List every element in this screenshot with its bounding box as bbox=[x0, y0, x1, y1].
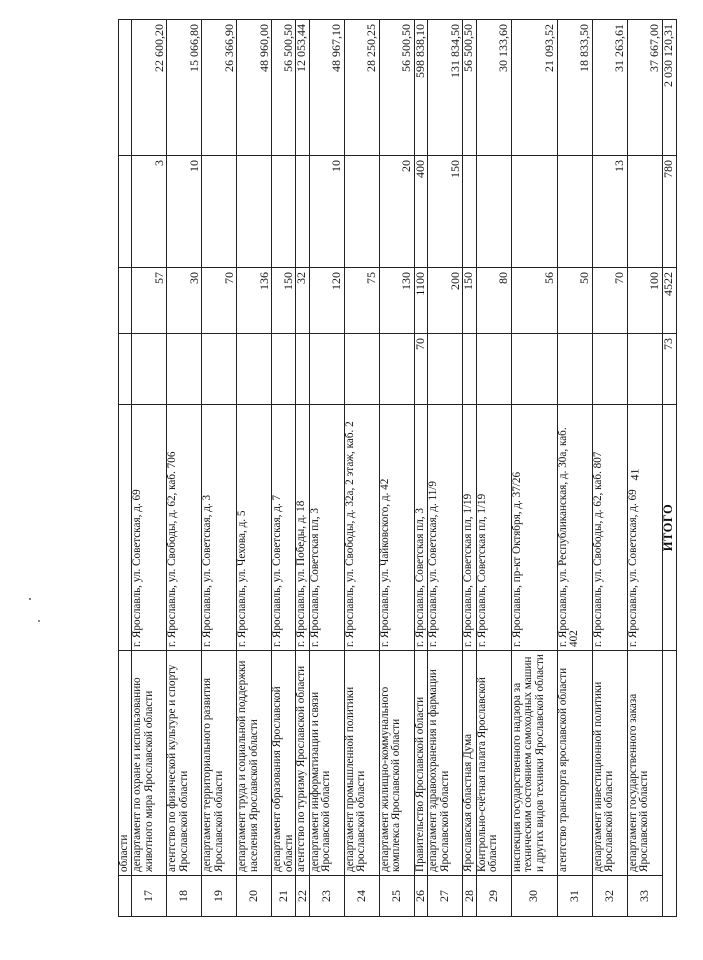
count-3-cell: 10 bbox=[309, 156, 344, 268]
org-name-cell: Контрольно-счётная палата Ярославской области bbox=[476, 651, 511, 876]
table-row bbox=[428, 20, 463, 917]
count-2-cell: 150 bbox=[463, 268, 477, 334]
org-name-cell: департамент образования Ярославской области bbox=[272, 651, 296, 876]
org-address-cell: г. Ярославль, ул. Победы, д. 18 bbox=[296, 405, 310, 651]
amount-cell: 30 133,60 bbox=[476, 20, 511, 156]
org-address-cell: г. Ярославль, ул. Свободы, д. 62, каб. 807 bbox=[592, 405, 627, 651]
amount-cell: 31 263,61 bbox=[592, 20, 627, 156]
org-name-cell: департамент здравоохранения и фармации Ярославской области bbox=[428, 651, 463, 876]
table-body bbox=[119, 20, 677, 917]
count-1-cell bbox=[476, 334, 511, 405]
count-1-cell bbox=[296, 334, 310, 405]
row-number-cell: 18 bbox=[167, 876, 202, 917]
count-2-cell: 1100 bbox=[414, 268, 428, 334]
row-number-cell: 27 bbox=[428, 876, 463, 917]
count-3-cell bbox=[344, 156, 379, 268]
count-1-cell bbox=[272, 334, 296, 405]
count-2-cell: 75 bbox=[344, 268, 379, 334]
org-name-cell: Правительство Ярославской области bbox=[414, 651, 428, 876]
org-address-cell: г. Ярославль, ул. Чайковского, д. 42 bbox=[379, 405, 414, 651]
count-2-cell: 56 bbox=[511, 268, 557, 334]
org-name-cell: агентство по физической культуре и спорту Ярославской области bbox=[167, 651, 202, 876]
table-row bbox=[511, 20, 557, 917]
total-label: ИТОГО bbox=[662, 405, 676, 651]
row-number-cell: 24 bbox=[344, 876, 379, 917]
total-count-3: 780 bbox=[662, 156, 676, 268]
count-1-cell bbox=[167, 334, 202, 405]
count-1-cell bbox=[309, 334, 344, 405]
table-row bbox=[167, 20, 202, 917]
table-row bbox=[344, 20, 379, 917]
count-3-cell bbox=[119, 156, 132, 268]
count-1-cell bbox=[237, 334, 272, 405]
count-3-cell bbox=[476, 156, 511, 268]
org-address-cell: г. Ярославль, ул. Свободы, д. 32а, 2 этаж, каб. 2 bbox=[344, 405, 379, 651]
rotated-table-container bbox=[118, 20, 703, 917]
allocation-table bbox=[118, 19, 677, 917]
count-2-cell: 136 bbox=[237, 268, 272, 334]
count-1-cell bbox=[463, 334, 477, 405]
count-3-cell bbox=[237, 156, 272, 268]
org-address-cell: г. Ярославль, ул. Республиканская, д. 30а, каб. 402 bbox=[557, 405, 592, 651]
row-number-cell: 33 bbox=[627, 876, 662, 917]
table-row bbox=[237, 20, 272, 917]
count-1-cell bbox=[344, 334, 379, 405]
count-2-cell: 100 bbox=[627, 268, 662, 334]
count-1-cell bbox=[379, 334, 414, 405]
amount-cell: 15 066,80 bbox=[167, 20, 202, 156]
scan-speck bbox=[38, 620, 40, 622]
org-name-cell: департамент промышленной политики Ярославской области bbox=[344, 651, 379, 876]
org-address-cell bbox=[119, 405, 132, 651]
table-row bbox=[379, 20, 414, 917]
org-address-cell: г. Ярославль, Советская пл, 1/19 bbox=[463, 405, 477, 651]
org-name-cell: департамент инвестиционной политики Ярославской области bbox=[592, 651, 627, 876]
table-row bbox=[476, 20, 511, 917]
count-3-cell: 10 bbox=[167, 156, 202, 268]
count-3-cell bbox=[627, 156, 662, 268]
total-count-2: 4522 bbox=[662, 268, 676, 334]
org-address-cell: г. Ярославль, ул. Советская, д. 7 bbox=[272, 405, 296, 651]
amount-cell: 598 838,10 bbox=[414, 20, 428, 156]
amount-cell: 21 093,52 bbox=[511, 20, 557, 156]
row-number-cell bbox=[119, 876, 132, 917]
table-row bbox=[119, 20, 132, 917]
count-1-cell bbox=[428, 334, 463, 405]
count-2-cell: 32 bbox=[296, 268, 310, 334]
org-address-cell: г. Ярославль, ул. Свободы, д. 62, каб. 706 bbox=[167, 405, 202, 651]
amount-cell: 28 250,25 bbox=[344, 20, 379, 156]
row-number-cell: 26 bbox=[414, 876, 428, 917]
count-1-cell bbox=[557, 334, 592, 405]
amount-cell bbox=[119, 20, 132, 156]
count-3-cell: 3 bbox=[132, 156, 167, 268]
org-name-cell: агентство транспорта ярославской области bbox=[557, 651, 592, 876]
amount-cell: 48 967,10 bbox=[309, 20, 344, 156]
count-3-cell: 20 bbox=[379, 156, 414, 268]
row-number-cell: 22 bbox=[296, 876, 310, 917]
count-2-cell: 120 bbox=[309, 268, 344, 334]
table-row bbox=[592, 20, 627, 917]
count-1-cell bbox=[202, 334, 237, 405]
amount-cell: 26 366,90 bbox=[202, 20, 237, 156]
count-3-cell: 150 bbox=[428, 156, 463, 268]
count-1-cell bbox=[592, 334, 627, 405]
row-number-cell: 32 bbox=[592, 876, 627, 917]
amount-cell: 37 667,00 bbox=[627, 20, 662, 156]
org-name-cell: департамент по охране и использованию животного мира Ярославской области bbox=[132, 651, 167, 876]
org-name-cell: департамент территориального развития Ярославской области bbox=[202, 651, 237, 876]
table-row bbox=[272, 20, 296, 917]
amount-cell: 22 600,20 bbox=[132, 20, 167, 156]
row-number-cell: 20 bbox=[237, 876, 272, 917]
count-3-cell bbox=[463, 156, 477, 268]
org-address-cell: г. Ярославль, Советская пл, 3 bbox=[414, 405, 428, 651]
row-number-cell: 28 bbox=[463, 876, 477, 917]
org-address-cell: г. Ярославль, пр-кт Октября, д. 37/26 bbox=[511, 405, 557, 651]
org-name-cell: департамент жилищно-коммунального комплекса Ярославской области bbox=[379, 651, 414, 876]
table-row bbox=[202, 20, 237, 917]
count-1-cell bbox=[119, 334, 132, 405]
org-address-cell: г. Ярославль, ул. Советская, д. 69 bbox=[627, 405, 662, 651]
count-1-cell: 70 bbox=[414, 334, 428, 405]
count-2-cell: 130 bbox=[379, 268, 414, 334]
row-number-cell: 19 bbox=[202, 876, 237, 917]
amount-cell: 56 500,50 bbox=[272, 20, 296, 156]
count-3-cell bbox=[296, 156, 310, 268]
count-2-cell: 30 bbox=[167, 268, 202, 334]
org-name-cell: департамент государственного заказа Ярославской области bbox=[627, 651, 662, 876]
count-3-cell: 13 bbox=[592, 156, 627, 268]
amount-cell: 12 053,44 bbox=[296, 20, 310, 156]
org-address-cell: г. Ярославль, Советская пл, 1/19 bbox=[476, 405, 511, 651]
count-3-cell bbox=[272, 156, 296, 268]
count-2-cell: 80 bbox=[476, 268, 511, 334]
count-2-cell: 70 bbox=[202, 268, 237, 334]
row-number-cell: 23 bbox=[309, 876, 344, 917]
table-row bbox=[557, 20, 592, 917]
org-name-cell: департамент труда и социальной поддержки населения Ярославской области bbox=[237, 651, 272, 876]
amount-cell: 18 833,50 bbox=[557, 20, 592, 156]
count-2-cell: 150 bbox=[272, 268, 296, 334]
scan-speck bbox=[29, 598, 31, 600]
org-name-cell: агентство по туризму Ярославской области bbox=[296, 651, 310, 876]
count-1-cell bbox=[511, 334, 557, 405]
total-row bbox=[662, 20, 676, 917]
org-name-cell: области bbox=[119, 651, 132, 876]
amount-cell: 48 960,00 bbox=[237, 20, 272, 156]
table-row bbox=[463, 20, 477, 917]
total-empty-cell bbox=[662, 651, 676, 917]
table-row bbox=[414, 20, 428, 917]
count-3-cell bbox=[202, 156, 237, 268]
count-1-cell bbox=[627, 334, 662, 405]
org-name-cell: инспекция государственного надзора за техническим состоянием самоходных машин и других видов техники Ярославской области bbox=[511, 651, 557, 876]
total-amount: 2 030 120,31 bbox=[662, 20, 676, 156]
count-2-cell bbox=[119, 268, 132, 334]
row-number-cell: 17 bbox=[132, 876, 167, 917]
total-count-1: 73 bbox=[662, 334, 676, 405]
org-name-cell: департамент информатизации и связи Ярославской области bbox=[309, 651, 344, 876]
row-number-cell: 30 bbox=[511, 876, 557, 917]
row-number-cell: 31 bbox=[557, 876, 592, 917]
org-name-cell: Ярославская областная Дума bbox=[463, 651, 477, 876]
count-2-cell: 57 bbox=[132, 268, 167, 334]
row-number-cell: 25 bbox=[379, 876, 414, 917]
count-3-cell: 400 bbox=[414, 156, 428, 268]
amount-cell: 56 500,50 bbox=[379, 20, 414, 156]
count-3-cell bbox=[511, 156, 557, 268]
row-number-cell: 29 bbox=[476, 876, 511, 917]
page-number: 41 bbox=[627, 468, 642, 481]
org-address-cell: г. Ярославль, Советская пл, 3 bbox=[309, 405, 344, 651]
row-number-cell: 21 bbox=[272, 876, 296, 917]
table-row bbox=[309, 20, 344, 917]
org-address-cell: г. Ярославль, ул. Советская, д. 11/9 bbox=[428, 405, 463, 651]
org-address-cell: г. Ярославль, ул. Советская, д. 69 bbox=[132, 405, 167, 651]
count-2-cell: 70 bbox=[592, 268, 627, 334]
count-2-cell: 200 bbox=[428, 268, 463, 334]
table-row bbox=[296, 20, 310, 917]
table-row bbox=[132, 20, 167, 917]
amount-cell: 56 500,50 bbox=[463, 20, 477, 156]
org-address-cell: г. Ярославль, ул. Советская, д. 3 bbox=[202, 405, 237, 651]
org-address-cell: г. Ярославль, ул. Чехова, д. 5 bbox=[237, 405, 272, 651]
count-1-cell bbox=[132, 334, 167, 405]
count-2-cell: 50 bbox=[557, 268, 592, 334]
count-3-cell bbox=[557, 156, 592, 268]
amount-cell: 131 834,50 bbox=[428, 20, 463, 156]
